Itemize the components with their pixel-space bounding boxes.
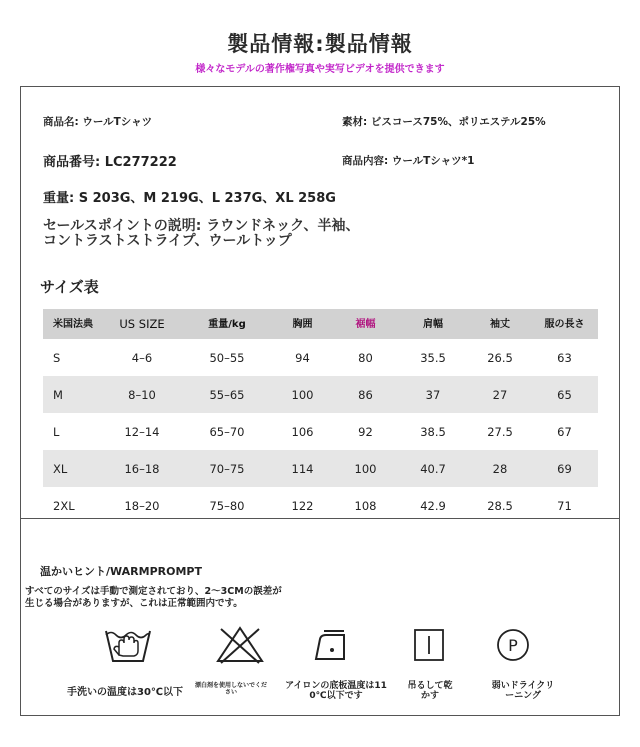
table-cell: 86 <box>334 376 397 413</box>
table-cell: 42.9 <box>420 498 446 513</box>
hand-wash-label: 手洗いの温度は30℃以下 <box>66 687 184 698</box>
table-row <box>43 413 598 450</box>
table-cell: 8–10 <box>101 376 183 413</box>
hang-dry-icon <box>412 625 446 665</box>
hang-dry-label: 吊るして乾 かす <box>407 681 453 701</box>
table-row <box>43 487 598 524</box>
table-cell: M <box>43 376 101 413</box>
table-cell: 12–14 <box>124 424 160 439</box>
table-cell: S <box>53 350 61 365</box>
column-header: 裾幅 <box>334 309 397 339</box>
page-subtitle: 様々なモデルの著作権写真や実写ビデオを提供できます <box>195 64 445 75</box>
table-cell: 4–6 <box>131 350 153 365</box>
table-cell: 75–80 <box>209 498 245 513</box>
product-number: 商品番号: LC277222 <box>43 155 177 170</box>
product-material: 素材: ビスコース75%、ポリエステル25% <box>342 116 546 128</box>
table-cell: 65–70 <box>209 424 245 439</box>
table-cell: 50–55 <box>209 350 245 365</box>
column-header: 胸囲 <box>271 309 334 339</box>
table-cell: 65 <box>531 376 598 413</box>
selling-points-line-1: セールスポイントの説明: ラウンドネック、半袖、 <box>43 218 360 234</box>
product-contents: 商品内容: ウールTシャツ*1 <box>342 155 475 167</box>
table-cell: XL <box>43 450 101 487</box>
dry-clean-icon <box>493 625 533 665</box>
product-name: 商品名: ウールTシャツ <box>43 116 153 128</box>
table-cell: 2XL <box>53 498 75 513</box>
table-cell: 100 <box>334 450 397 487</box>
tips-title: 温かいヒント/WARMPROMPT <box>40 565 202 578</box>
table-cell: 122 <box>291 498 314 513</box>
iron-label: アイロンの底板温度は11 0℃以下です <box>285 681 387 701</box>
table-cell: 40.7 <box>397 450 469 487</box>
no-bleach-icon <box>215 625 265 665</box>
svg-text:P: P <box>508 636 518 655</box>
column-header: 肩幅 <box>397 309 469 339</box>
table-cell: 35.5 <box>420 350 446 365</box>
table-cell: 108 <box>354 498 377 513</box>
table-cell: 100 <box>271 376 334 413</box>
table-cell: 92 <box>358 424 373 439</box>
table-row <box>43 450 598 487</box>
table-cell: 37 <box>397 376 469 413</box>
iron-icon <box>310 625 350 665</box>
column-header: 袖丈 <box>469 309 531 339</box>
table-cell: 80 <box>358 350 373 365</box>
table-cell: 16–18 <box>101 450 183 487</box>
table-cell: 114 <box>271 450 334 487</box>
table-row <box>43 339 598 376</box>
table-cell: 106 <box>291 424 314 439</box>
table-cell: 28.5 <box>487 498 513 513</box>
hand-wash-icon <box>104 625 152 665</box>
table-cell: 70–75 <box>183 450 271 487</box>
table-cell: 38.5 <box>420 424 446 439</box>
table-cell: L <box>53 424 60 439</box>
size-table-header-row <box>43 309 598 339</box>
table-cell: 94 <box>295 350 310 365</box>
table-cell: 18–20 <box>124 498 160 513</box>
product-weight: 重量: S 203G、M 219G、L 237G、XL 258G <box>43 191 336 206</box>
selling-points-line-2: コントラストストライプ、ウールトップ <box>43 233 292 249</box>
table-cell: 26.5 <box>487 350 513 365</box>
tips-line-1: すべてのサイズは手動で測定されており、2〜3CMの誤差が <box>25 586 282 597</box>
table-row <box>43 376 598 413</box>
table-cell: 55–65 <box>183 376 271 413</box>
table-cell: 63 <box>557 350 572 365</box>
dry-clean-label: 弱いドライクリ ーニング <box>491 681 555 701</box>
table-cell: 71 <box>557 498 572 513</box>
table-cell: 69 <box>531 450 598 487</box>
table-cell: 67 <box>557 424 572 439</box>
column-header: 重量/kg <box>183 309 271 339</box>
column-header: 米国法典 <box>43 309 101 339</box>
size-table-title: サイズ表 <box>40 278 99 296</box>
table-cell: 28 <box>469 450 531 487</box>
tips-line-2: 生じる場合がありますが、これは正常範囲内です。 <box>25 598 243 609</box>
column-header: US SIZE <box>101 309 183 339</box>
table-cell: 27 <box>469 376 531 413</box>
no-bleach-label: 漂白剤を使用しないでください <box>195 682 268 696</box>
page-title: 製品情報:製品情報 <box>227 32 413 56</box>
table-cell: 27.5 <box>487 424 513 439</box>
size-table <box>43 309 598 524</box>
column-header: 服の長さ <box>531 309 598 339</box>
